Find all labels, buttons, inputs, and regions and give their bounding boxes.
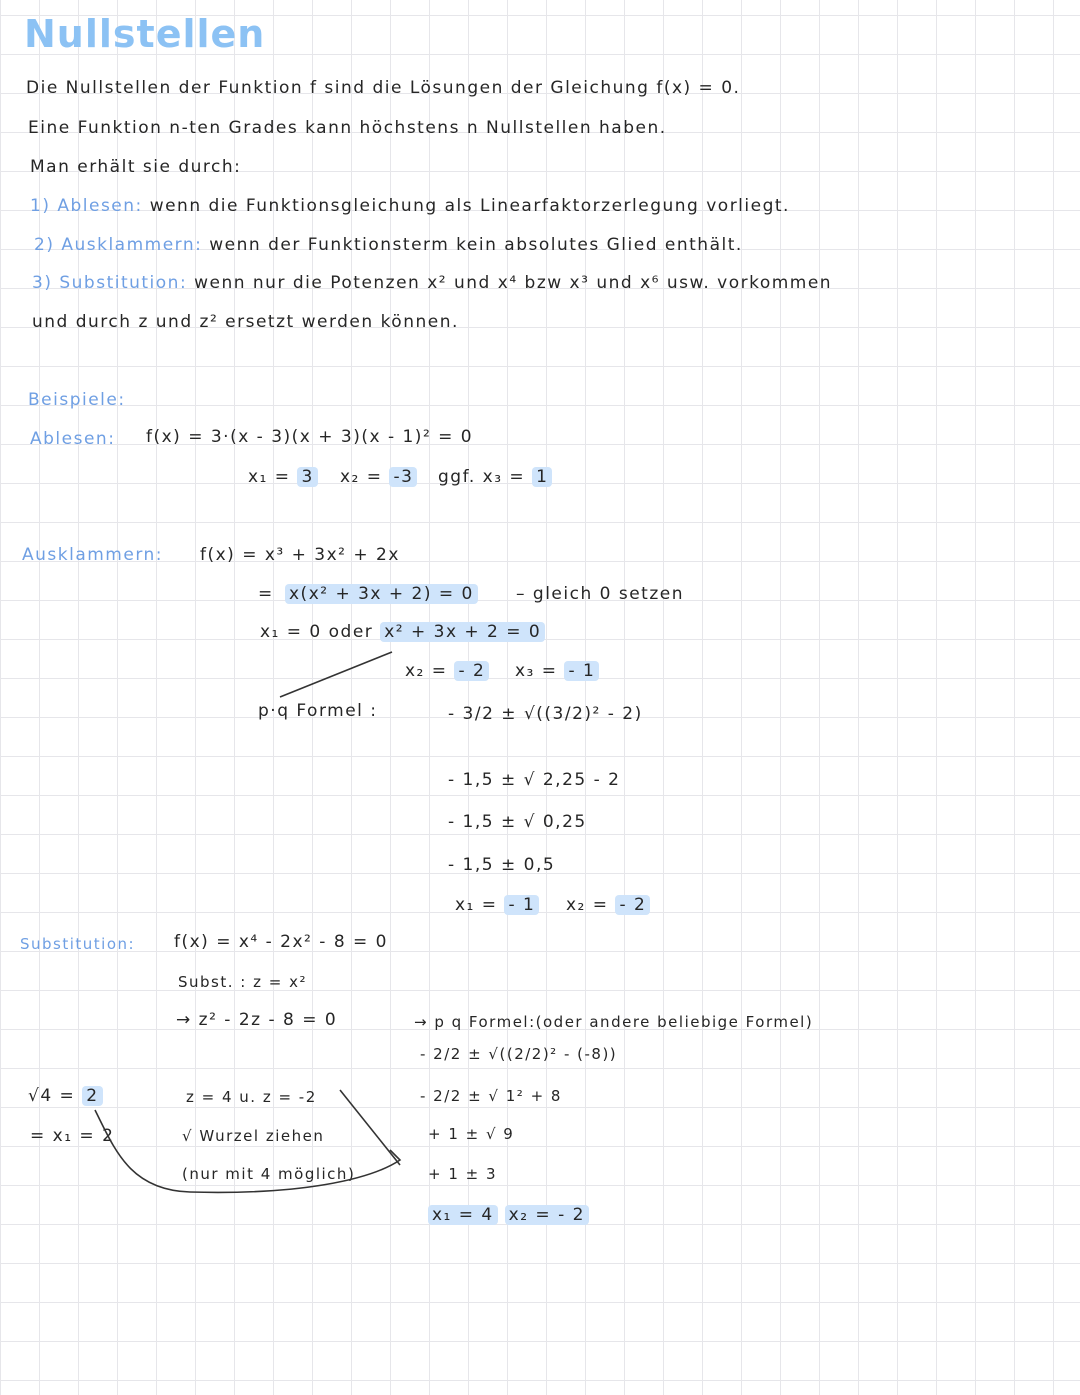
ausklammern-step3: - 1,5 ± √ 0,25 [448,812,587,832]
ausklammern-eq2-note: – gleich 0 setzen [516,584,684,604]
z-connector-line [340,1090,400,1165]
examples-heading: Beispiele: [28,390,126,410]
ausklammern-step4: - 1,5 ± 0,5 [448,855,556,875]
ausklammern-r2-value: - 2 [615,895,650,915]
ausklammern-eq2-value: x(x² + 3x + 2) = 0 [285,584,478,604]
ausklammern-eq1: f(x) = x³ + 3x² + 2x [200,545,400,565]
ausklammern-x3-label: x₃ = [515,661,558,681]
substitution-sqrt4-label: √4 = [28,1086,76,1106]
substitution-pq1: - 2/2 ± √((2/2)² - (-8)) [420,1045,618,1063]
ausklammern-step1: - 3/2 ± √((3/2)² - 2) [448,704,643,724]
ablesen-x1-value: 3 [297,467,317,487]
method-substitution-text: wenn nur die Potenzen x² und x⁴ bzw x³ und x⁶ usw. vorkommen [194,273,833,293]
pq-connector-line [280,652,392,697]
method-substitution-text-2: und durch z und z² ersetzt werden können. [32,312,459,332]
ausklammern-r2-label: x₂ = [566,895,609,915]
method-substitution-label: 3) Substitution: [32,273,188,293]
substitution-pq2: - 2/2 ± √ 1² + 8 [420,1087,562,1105]
page-title: Nullstellen [24,12,266,56]
substitution-z-values: z = 4 u. z = -2 [186,1088,317,1106]
method-ausklammern-text: wenn der Funktionsterm kein absolutes Glied enthält. [209,235,743,255]
ausklammern-x2-value: - 2 [454,661,489,681]
wurzel-connector-line [95,1110,400,1192]
substitution-root-note: √ Wurzel ziehen [182,1127,325,1145]
ausklammern-x3-value: - 1 [564,661,599,681]
substitution-sqrt4-value: 2 [82,1086,102,1106]
substitution-res-x2: x₂ = - 2 [505,1205,589,1225]
ausklammern-pq-label: p·q Formel : [258,701,378,721]
substitution-eq2: → z² - 2z - 8 = 0 [176,1010,338,1030]
ausklammern-eq2-prefix: = [258,584,274,604]
intro-line-3: Man erhält sie durch: [30,157,242,177]
ablesen-x1-label: x₁ = [248,467,291,487]
substitution-label: Substitution: [20,935,136,953]
ausklammern-eq3-mid: oder [328,622,374,642]
ablesen-equation: f(x) = 3·(x - 3)(x + 3)(x - 1)² = 0 [146,427,474,447]
method-ablesen-text: wenn die Funktionsgleichung als Linearfaktorzerlegung vorliegt. [149,196,790,216]
substitution-only4: (nur mit 4 möglich) [182,1165,356,1183]
ausklammern-label: Ausklammern: [22,545,164,565]
ausklammern-eq3-quad: x² + 3x + 2 = 0 [380,622,545,642]
substitution-pq-note: → p q Formel:(oder andere beliebige Formel) [414,1013,814,1031]
ausklammern-x2-label: x₂ = [405,661,448,681]
substitution-pq4: + 1 ± 3 [428,1165,498,1183]
substitution-eq1: f(x) = x⁴ - 2x² - 8 = 0 [174,932,388,952]
method-ausklammern-label: 2) Ausklammern: [34,235,203,255]
ablesen-x3-value: 1 [532,467,552,487]
substitution-final: = x₁ = 2 [30,1126,115,1146]
intro-line-1: Die Nullstellen der Funktion f sind die Lösungen der Gleichung f(x) = 0. [26,78,741,98]
substitution-pq3: + 1 ± √ 9 [428,1125,515,1143]
ausklammern-r1-value: - 1 [504,895,539,915]
ausklammern-step2: - 1,5 ± √ 2,25 - 2 [448,770,621,790]
substitution-res-x1: x₁ = 4 [428,1205,498,1225]
ablesen-x2-label: x₂ = [340,467,383,487]
intro-line-2: Eine Funktion n-ten Grades kann höchstens n Nullstellen haben. [28,118,667,138]
ausklammern-eq3-x1: x₁ = 0 [260,622,322,642]
ausklammern-r1-label: x₁ = [455,895,498,915]
ablesen-x2-value: -3 [389,467,417,487]
method-ablesen-label: 1) Ablesen: [30,196,143,216]
ablesen-x3-label: ggf. x₃ = [438,467,526,487]
ablesen-label: Ablesen: [30,429,116,449]
substitution-subst: Subst. : z = x² [178,973,307,991]
